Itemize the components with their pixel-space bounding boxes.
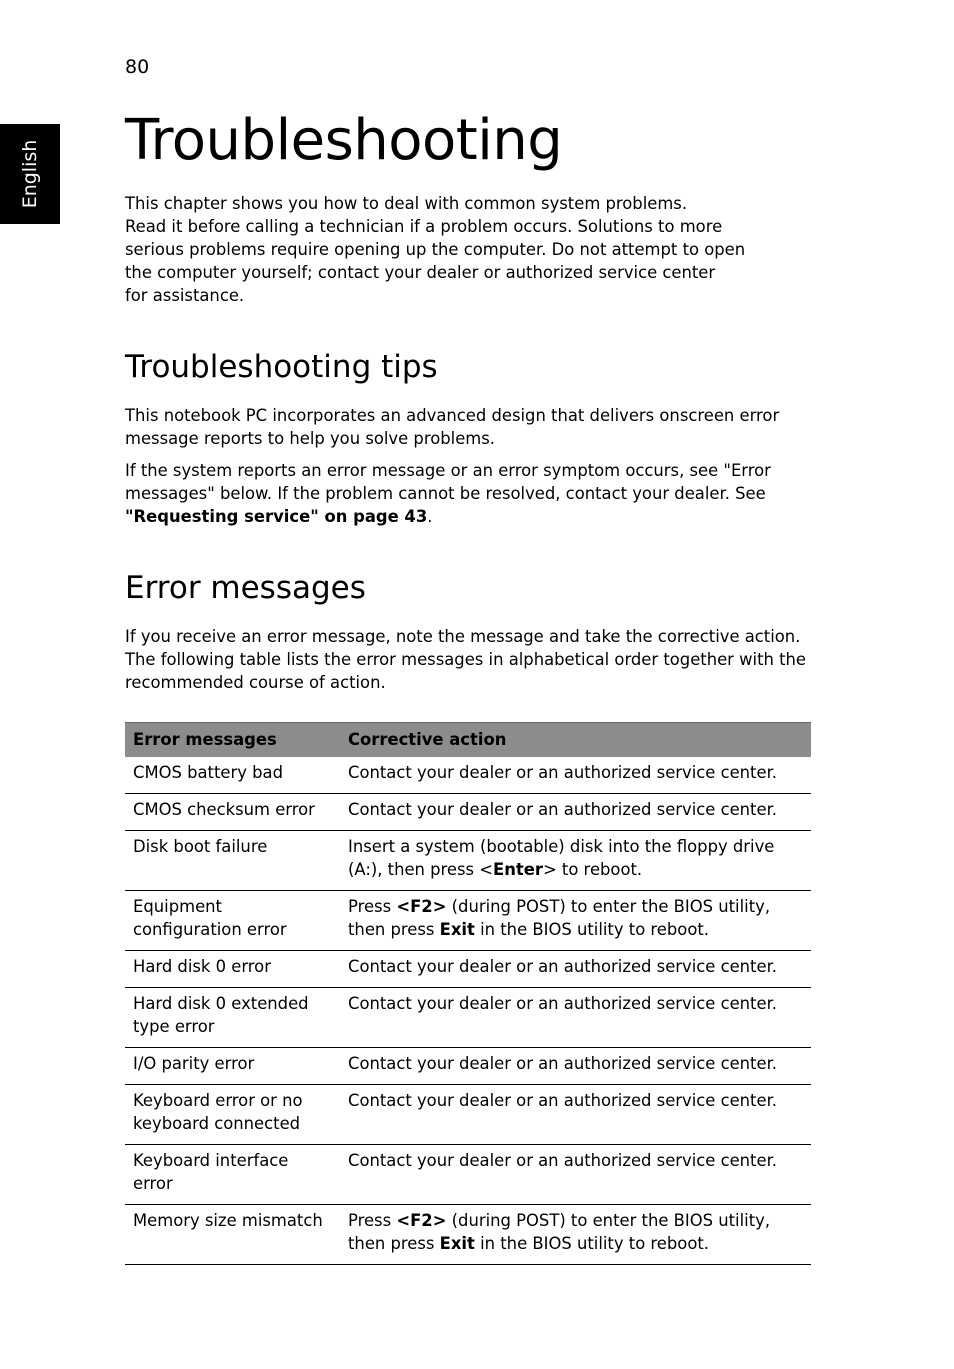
action-cell: Contact your dealer or an authorized service center.	[340, 987, 811, 1047]
action-cell: Contact your dealer or an authorized service center.	[340, 793, 811, 830]
tips-paragraph-2	[125, 459, 815, 528]
table-row	[125, 890, 811, 950]
intro-line: This chapter shows you how to deal with common system problems.	[125, 193, 688, 213]
key-name: Exit	[439, 1233, 475, 1253]
column-header-error: Error messages	[125, 722, 340, 757]
language-tab-label: English	[19, 139, 41, 209]
error-cell: Disk boot failure	[125, 830, 340, 890]
table-row	[125, 1144, 811, 1204]
action-cell: Contact your dealer or an authorized service center.	[340, 1084, 811, 1144]
tips-paragraph-2-end: .	[427, 506, 433, 526]
action-text: (during POST) to enter the BIOS utility, then press	[348, 896, 771, 939]
action-cell	[340, 890, 811, 950]
table-row	[125, 757, 811, 794]
page-number: 80	[125, 56, 150, 78]
error-cell: Keyboard interface error	[125, 1144, 340, 1204]
table-row	[125, 793, 811, 830]
error-cell: I/O parity error	[125, 1047, 340, 1084]
key-name: <F2>	[396, 1210, 447, 1230]
page-content	[125, 110, 815, 1265]
error-cell: Hard disk 0 error	[125, 950, 340, 987]
action-cell	[340, 1204, 811, 1264]
language-tab	[0, 124, 60, 224]
requesting-service-link[interactable]: "Requesting service" on page 43	[125, 506, 428, 526]
action-text: Press	[348, 1210, 397, 1230]
section-heading-tips: Troubleshooting tips	[125, 348, 438, 385]
table-row	[125, 1047, 811, 1084]
error-cell: CMOS battery bad	[125, 757, 340, 794]
action-text: (during POST) to enter the BIOS utility, then press	[348, 1210, 771, 1253]
column-header-action: Corrective action	[340, 722, 811, 757]
tips-paragraph-1: This notebook PC incorporates an advanced design that delivers onscreen error message reports to help you solve problems.	[125, 405, 780, 448]
action-cell: Contact your dealer or an authorized service center.	[340, 950, 811, 987]
action-cell: Contact your dealer or an authorized service center.	[340, 1144, 811, 1204]
intro-paragraph	[125, 192, 815, 307]
action-cell: Contact your dealer or an authorized service center.	[340, 1047, 811, 1084]
action-cell: Contact your dealer or an authorized service center.	[340, 757, 811, 794]
action-text: in the BIOS utility to reboot.	[474, 919, 709, 939]
table-header-row	[125, 722, 811, 757]
action-text: Insert a system (bootable) disk into the floppy drive (A:), then press <	[348, 836, 775, 879]
error-cell: Keyboard error or no keyboard connected	[125, 1084, 340, 1144]
intro-line: Read it before calling a technician if a problem occurs. Solutions to more	[125, 216, 723, 236]
intro-line: serious problems require opening up the computer. Do not attempt to open	[125, 239, 746, 259]
tips-paragraph-2-text: If the system reports an error message or an error symptom occurs, see "Error messages" below. If the problem cannot be resolved, contact your dealer. See	[125, 460, 771, 503]
action-text: Press	[348, 896, 397, 916]
key-name: <F2>	[396, 896, 447, 916]
key-name: Exit	[439, 919, 475, 939]
error-cell: Equipment configuration error	[125, 890, 340, 950]
page-title: Troubleshooting	[125, 108, 563, 173]
key-name: Enter	[493, 859, 543, 879]
section-heading-errors: Error messages	[125, 569, 366, 606]
error-messages-table	[125, 722, 811, 1265]
errors-paragraph: If you receive an error message, note the message and take the corrective action. The following table lists the error messages in alphabetical order together with the recommended course of action.	[125, 626, 807, 692]
error-cell: CMOS checksum error	[125, 793, 340, 830]
table-row	[125, 1084, 811, 1144]
action-text: in the BIOS utility to reboot.	[474, 1233, 709, 1253]
intro-line: the computer yourself; contact your dealer or authorized service center	[125, 262, 716, 282]
table-row	[125, 950, 811, 987]
table-row	[125, 830, 811, 890]
intro-line: for assistance.	[125, 285, 245, 305]
error-cell: Hard disk 0 extended type error	[125, 987, 340, 1047]
action-cell	[340, 830, 811, 890]
action-text: > to reboot.	[542, 859, 643, 879]
error-cell: Memory size mismatch	[125, 1204, 340, 1264]
table-row	[125, 1204, 811, 1264]
table-row	[125, 987, 811, 1047]
